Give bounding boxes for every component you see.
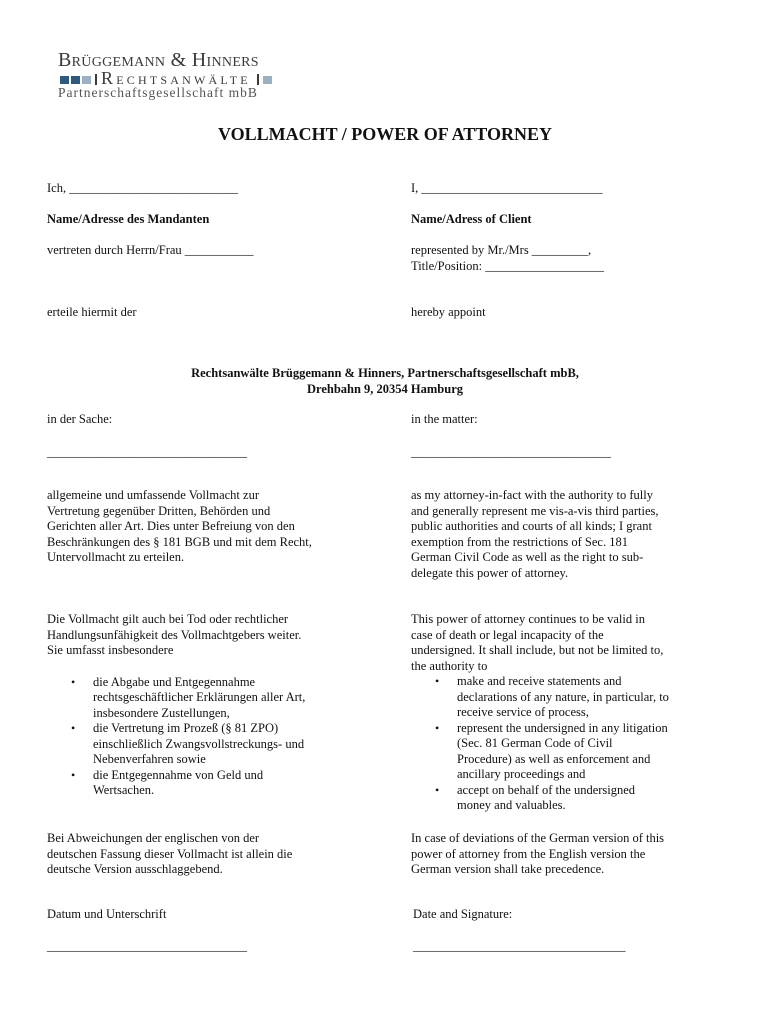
english-name-label: Name/Adress of Client	[411, 212, 532, 226]
english-authority-paragraph: as my attorney-in-fact with the authority to fully and generally represent me vis-a-vis third parties, public authorities and courts of all kinds; I grant exemption from the restrictions of Sec. 181 German Civil Code as well as the right to sub- delegate this power of attorney.	[411, 488, 659, 580]
list-item: • die Abgabe und Entgegennahme rechtsgeschäftlicher Erklärungen aller Art, insbesondere Zustellungen,	[71, 674, 306, 720]
english-i-line: I, _____________________________	[411, 181, 603, 195]
firm-address: Drehbahn 9, 20354 Hamburg	[306, 381, 464, 396]
logo-rechtsanwaelte: RECHTSANWÄLTE	[101, 68, 251, 88]
english-appoint: hereby appoint	[411, 305, 486, 319]
logo-square-icon	[263, 76, 272, 84]
list-item: • accept on behalf of the undersigned money and valuables.	[435, 782, 636, 812]
german-signature-line: ________________________________	[47, 939, 247, 953]
english-matter-line: ________________________________	[411, 445, 611, 459]
german-bullet-list	[47, 675, 367, 799]
german-date-signature-label: Datum und Unterschrift	[47, 907, 167, 921]
english-matter-label: in the matter:	[411, 412, 478, 426]
bullet-icon: •	[435, 782, 440, 797]
bullet-icon: •	[71, 767, 76, 782]
logo-bar-icon	[257, 74, 259, 85]
english-bullet-list	[411, 674, 711, 814]
bullet-icon: •	[71, 721, 76, 735]
bullet-icon: •	[435, 720, 440, 735]
german-represented: vertreten durch Herrn/Frau ___________	[47, 243, 254, 257]
english-signature-line: __________________________________	[413, 939, 626, 953]
english-date-signature-label: Date and Signature:	[413, 907, 513, 921]
logo-square-icon	[71, 76, 80, 84]
list-item: • die Entgegennahme von Geld und Wertsachen.	[71, 767, 264, 797]
list-item: • represent the undersigned in any litigation (Sec. 81 German Code of Civil Procedure) as well as enforcement and ancillary proceedings and	[435, 720, 668, 781]
document-title: VOLLMACHT / POWER OF ATTORNEY	[217, 124, 552, 144]
german-appoint: erteile hiermit der	[47, 305, 137, 319]
logo-partnership: Partnerschaftsgesellschaft mbB	[58, 85, 258, 100]
logo-square-icon	[82, 76, 91, 84]
english-represented: represented by Mr./Mrs _________, Title/Position: ___________________	[411, 243, 604, 273]
firm-name: Rechtsanwälte Brüggemann & Hinners, Partnerschaftsgesellschaft mbB,	[191, 366, 579, 380]
german-continues-section	[47, 612, 367, 799]
bullet-icon: •	[435, 674, 440, 688]
logo-firm-name: Brüggemann & Hinners	[58, 49, 259, 71]
german-matter-line: ________________________________	[47, 445, 247, 459]
german-authority-paragraph: allgemeine und umfassende Vollmacht zur Vertretung gegenüber Dritten, Behörden und Gerichten aller Art. Dies unter Befreiung von den Beschränkungen des § 181 BGB und mit dem Recht, Untervollmacht zu erteilen.	[47, 488, 312, 564]
english-continues-section	[411, 612, 711, 814]
german-ich-line: Ich, ___________________________	[47, 181, 238, 195]
logo-bar-icon	[95, 74, 97, 85]
firm-block	[100, 366, 670, 397]
english-deviation-paragraph: In case of deviations of the German version of this power of attorney from the English version the German version shall take precedence.	[411, 831, 665, 876]
english-continues-paragraph: This power of attorney continues to be valid in case of death or legal incapacity of the undersigned. It shall include, but not be limited to, the authority to	[411, 612, 664, 673]
list-item: • make and receive statements and declarations of any nature, in particular, to receive service of process,	[435, 674, 669, 719]
list-item: • die Vertretung im Prozeß (§ 81 ZPO) einschließlich Zwangsvollstreckungs- und Nebenverfahren sowie	[71, 721, 305, 766]
german-name-label: Name/Adresse des Mandanten	[47, 212, 210, 226]
german-deviation-paragraph: Bei Abweichungen der englischen von der deutschen Fassung dieser Vollmacht ist allein die deutsche Version ausschlaggebend.	[47, 831, 293, 876]
german-matter-label: in der Sache:	[47, 412, 113, 426]
german-continues-paragraph: Die Vollmacht gilt auch bei Tod oder rechtlicher Handlungsunfähigkeit des Vollmachtgebers weiter. Sie umfasst insbesondere	[47, 612, 302, 657]
bullet-icon: •	[71, 674, 76, 689]
logo-square-icon	[60, 76, 69, 84]
